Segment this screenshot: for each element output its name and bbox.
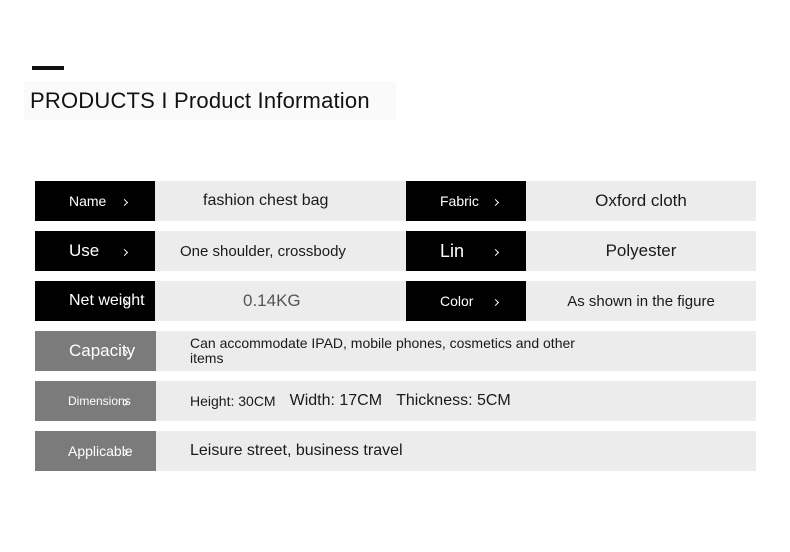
chevron-right-icon <box>492 199 499 206</box>
value-net-weight-text: 0.14KG <box>243 291 301 310</box>
value-use <box>155 231 406 271</box>
value-applicable <box>156 431 756 471</box>
value-color-text: As shown in the figure <box>567 292 715 310</box>
chevron-right-icon <box>492 299 499 306</box>
value-lin-text: Polyester <box>605 241 677 260</box>
dimension-width: Width: 17CM <box>289 392 383 409</box>
value-color <box>526 281 756 321</box>
label-net-weight <box>35 281 155 321</box>
label-dimensions-text: Dimensions <box>68 394 131 408</box>
label-fabric <box>406 181 526 221</box>
dimension-thickness: Thickness: 5CM <box>396 392 511 409</box>
label-capacity <box>35 331 156 371</box>
title-accent-bar <box>32 66 64 70</box>
label-applicable <box>35 431 156 471</box>
label-use-text: Use <box>69 241 100 260</box>
dimension-height: Height: 30CM <box>190 393 276 409</box>
value-capacity-text: Can accommodate IPAD, mobile phones, cosmetics and other items <box>190 335 575 366</box>
label-lin <box>406 231 526 271</box>
value-applicable-text: Leisure street, business travel <box>190 442 403 459</box>
value-fabric <box>526 181 756 221</box>
value-capacity <box>156 331 756 371</box>
label-name-text: Name <box>69 193 107 209</box>
value-fabric-text: Oxford cloth <box>595 191 687 210</box>
title-block <box>24 82 396 120</box>
value-use-text: One shoulder, crossbody <box>180 242 346 260</box>
value-net-weight <box>155 281 406 321</box>
chevron-right-icon <box>492 249 499 256</box>
chevron-right-icon <box>121 249 128 256</box>
label-use <box>35 231 155 271</box>
label-color-text: Color <box>440 293 474 309</box>
label-applicable-text: Applicable <box>68 443 133 459</box>
label-lin-text: Lin <box>440 240 465 261</box>
page-title: PRODUCTS I Product Information <box>30 88 370 113</box>
label-dimensions <box>35 381 156 421</box>
label-net-weight-text: Net weight <box>69 292 145 309</box>
label-fabric-text: Fabric <box>440 193 479 209</box>
value-name-text: fashion chest bag <box>203 192 329 209</box>
value-dimensions <box>156 381 756 421</box>
label-name <box>35 181 155 221</box>
value-name <box>155 181 406 221</box>
chevron-right-icon <box>121 199 128 206</box>
label-capacity-text: Capacity <box>69 341 136 360</box>
label-color <box>406 281 526 321</box>
value-lin <box>526 231 756 271</box>
